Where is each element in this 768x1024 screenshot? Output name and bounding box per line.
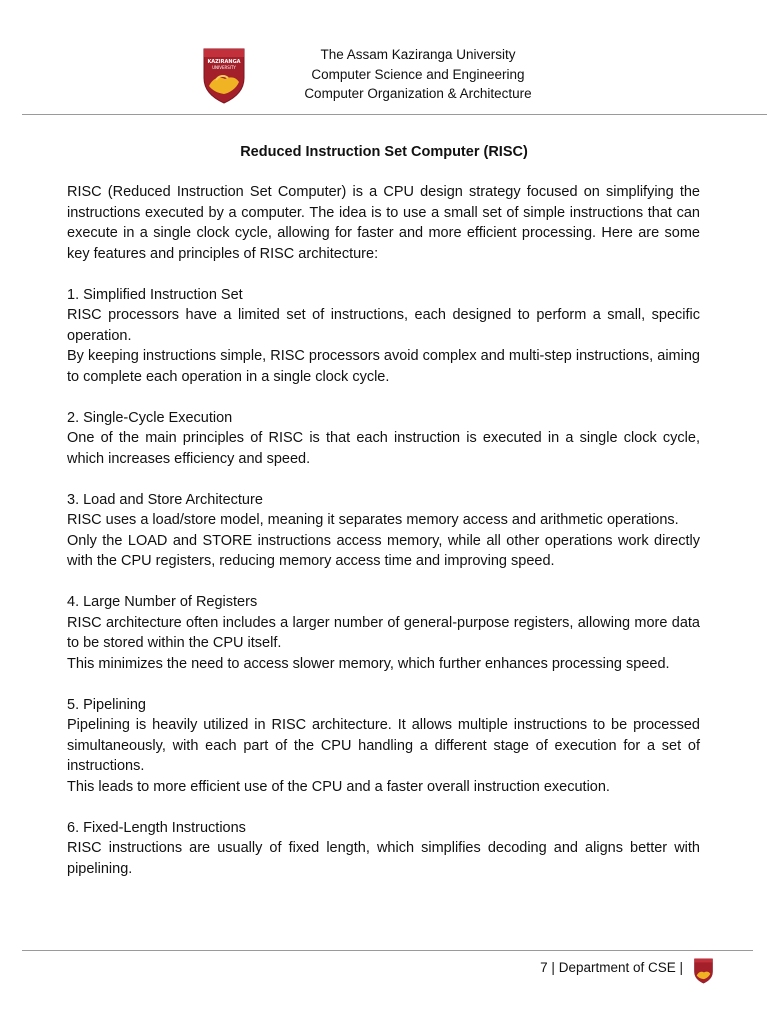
svg-text:KAZIRANGA: KAZIRANGA: [207, 59, 241, 65]
document-body: [67, 182, 700, 879]
section-single-cycle-execution: [67, 408, 700, 470]
section-heading: 4. Large Number of Registers: [67, 594, 258, 610]
footer-divider: [22, 950, 753, 951]
section-paragraph: RISC uses a load/store model, meaning it separates memory access and arithmetic operations.: [67, 512, 679, 528]
department-name: Computer Science and Engineering: [311, 66, 525, 82]
section-paragraph: One of the main principles of RISC is that each instruction is executed in a single clock cycle, which increases efficiency and speed.: [67, 430, 700, 467]
section-paragraph: RISC architecture often includes a larger number of general-purpose registers, allowing more data to be stored within the CPU itself.: [67, 614, 700, 651]
section-paragraph: Only the LOAD and STORE instructions access memory, while all other operations work directly with the CPU registers, reducing memory access time and improving speed.: [67, 532, 700, 569]
section-load-store-architecture: [67, 490, 700, 572]
page-header: [268, 45, 568, 104]
course-name: Computer Organization & Architecture: [304, 86, 532, 101]
footer-logo: [694, 958, 713, 984]
section-paragraph: RISC processors have a limited set of instructions, each designed to perform a small, specific operation.: [67, 307, 700, 344]
section-paragraph: This leads to more efficient use of the CPU and a faster overall instruction execution.: [67, 778, 610, 795]
intro-paragraph: RISC (Reduced Instruction Set Computer) is a CPU design strategy focused on simplifying the instructions executed by a computer. The idea is to use a small set of simple instructions that can execute in a single clock cycle, allowing for faster and more efficient processing. Here are some key features and principles of RISC architecture:: [67, 184, 700, 262]
header-divider: [22, 114, 767, 115]
page-footer-label: 7 | Department of CSE |: [540, 960, 683, 975]
section-heading: 6. Fixed-Length Instructions: [67, 819, 246, 836]
section-paragraph: RISC instructions are usually of fixed length, which simplifies decoding and aligns better with pipelining.: [67, 840, 700, 877]
section-paragraph: This minimizes the need to access slower memory, which further enhances processing speed.: [67, 655, 670, 672]
section-large-number-of-registers: [67, 592, 700, 674]
section-paragraph: By keeping instructions simple, RISC processors avoid complex and multi-step instructions, aiming to complete each operation in a single clock cycle.: [67, 348, 700, 385]
section-fixed-length-instructions: [67, 818, 700, 880]
document-title: Reduced Instruction Set Computer (RISC): [240, 144, 528, 160]
section-heading: 5. Pipelining: [67, 696, 146, 713]
university-name: The Assam Kaziranga University: [320, 47, 516, 62]
section-heading: 1. Simplified Instruction Set: [67, 286, 243, 303]
section-heading: 3. Load and Store Architecture: [67, 491, 263, 508]
section-pipelining: [67, 695, 700, 798]
section-paragraph: Pipelining is heavily utilized in RISC architecture. It allows multiple instructions to be processed simultaneously, with each part of the CPU handling a different stage of execution for a set of instructions.: [67, 717, 700, 774]
section-simplified-instruction-set: [67, 285, 700, 388]
university-logo: [203, 48, 245, 104]
svg-text:UNIVERSITY: UNIVERSITY: [212, 65, 236, 70]
section-heading: 2. Single-Cycle Execution: [67, 409, 233, 426]
